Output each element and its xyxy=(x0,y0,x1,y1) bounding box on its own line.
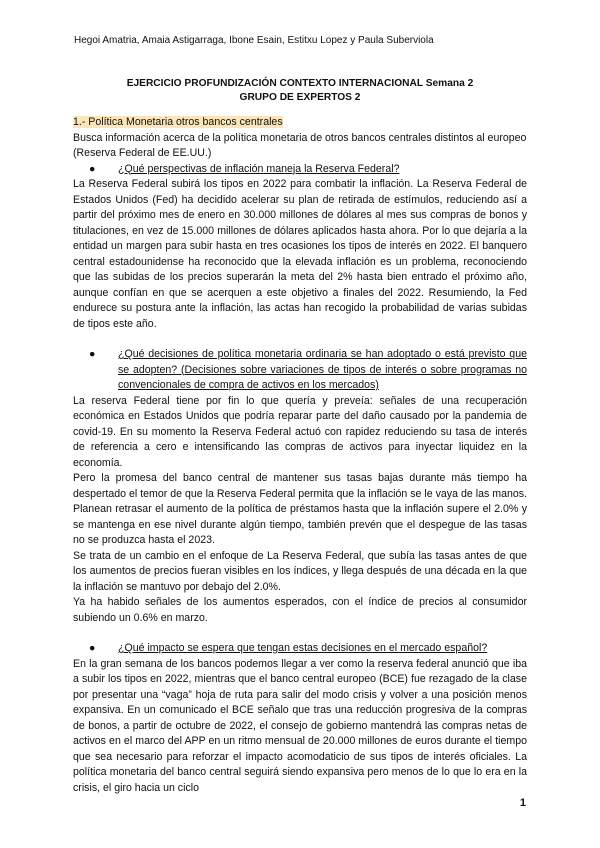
question-3 xyxy=(73,641,527,657)
bullet-icon: ● xyxy=(89,348,96,360)
question-1 xyxy=(73,162,527,178)
question-2 xyxy=(73,347,527,394)
bullet-icon: ● xyxy=(89,162,96,175)
section-intro: Busca información acerca de la política monetaria de otros bancos centrales distintos al europeo (Reserva Federal de EE.UU.) xyxy=(73,131,527,159)
question-1-text: ¿Qué perspectivas de inflación maneja la Reserva Federal? xyxy=(118,162,400,175)
section-heading-highlight: 1.- Política Monetaria otros bancos centrales xyxy=(73,116,283,128)
spacer xyxy=(73,332,527,347)
document-body xyxy=(73,115,527,796)
bullet-icon: ● xyxy=(89,642,96,654)
answer-2-paragraph-3: Se trata de un cambio en el enfoque de La Reserva Federal, que subía las tasas antes de que los aumentos de precios fueran visibles en los índices, y llega después de una década en la que la inflación se mantuvo por debajo del 2.0%. xyxy=(73,549,527,593)
answer-1: La Reserva Federal subirá los tipos en 2022 para combatir la inflación. La Reserva Federal de Estados Unidos (Fed) ha decidido acelerar su plan de retirada de estímulos, reduciendo así a partir del próximo mes de enero en 30.000 millones de dólares al mes sus compras de bonos y titulaciones, en vez de 15.000 millones de dólares aplicados hasta ahora. Por lo que dejaría a la entidad un margen para subir hasta en tres ocasiones los tipos de interés en 2022. El banquero central estadounidense ha reconocido que la elevada inflación es un problema, reconociendo que las subidas de los precios superarán la meta del 2% hasta bien entrado el próximo año, aunque confían en que se acerquen a este objetivo a finales del 2022. Resumiendo, la Fed endurece su postura ante la inflación, las actas han recogido la probabilidad de varias subidas de tipos este año. xyxy=(73,178,527,330)
answer-2-paragraph-4: Ya ha habido señales de los aumentos esperados, con el índice de precios al consumidor subiendo un 0.6% en marzo. xyxy=(73,596,527,624)
page-number: 1 xyxy=(519,797,526,809)
question-3-text: ¿Qué impacto se espera que tengan estas decisiones en el mercado español? xyxy=(118,642,488,654)
title-line-2: GRUPO DE EXPERTOS 2 xyxy=(239,92,361,103)
spacer xyxy=(73,626,527,641)
document-title xyxy=(0,77,600,105)
answer-2-paragraph-2: Pero la promesa del banco central de mantener sus tasas bajas durante más tiempo ha despertado el temor de que la Reserva Federal permita que la inflación se le vaya de las manos. Planean retrasar el aumento de la política de préstamos hasta que la inflación supere el 2.0% y se mantenga en ese nivel durante algún tiempo, también prevén que el despegue de las tasas no se produzca hasta el 2023. xyxy=(73,472,527,546)
answer-3: En la gran semana de los bancos podemos llegar a ver como la reserva federal anunció que iba a subir los tipos en 2022, mientras que el banco central europeo (BCE) fue rezagado de la clase por presentar una “vaga” hoja de ruta para salir del modo crisis y volver a una posición menos expansiva. En un comunicado el BCE señalo que tras una reducción progresiva de la compras de bonos, a partir de octubre de 2022, el consejo de gobierno mantendrá las compras netas de activos en el marco del APP en un ritmo mensual de 20.000 millones de euros durante el tiempo que sea necesario para reforzar el impacto acomodaticio de sus tipos de interés oficiales. La política monetaria del banco central seguirá siendo expansiva pero menos de lo que lo era en la crisis, el giro hacia un ciclo xyxy=(73,657,527,794)
authors-header: Hegoi Amatria, Amaia Astigarraga, Ibone Esain, Estitxu Lopez y Paula Suberviola xyxy=(74,35,434,46)
answer-2-paragraph-1: La reserva Federal tiene por fin lo que quería y preveía: señales de una recuperación económica en Estados Unidos que podría reparar parte del daño causado por la pandemia de covid-19. En su momento la Reserva Federal actuó con rapidez reduciendo su tasa de interés de referencia a cero e intensificando las compras de activos para inyectar liquidez en la economía. xyxy=(73,394,527,469)
question-2-text: ¿Qué decisiones de política monetaria ordinaria se han adoptado o está previsto que se adopten? (Decisiones sobre variaciones de tipos de interés o sobre programas no convencionales de compra de activos en los mercados) xyxy=(118,348,527,391)
section-heading xyxy=(73,115,527,131)
title-line-1: EJERCICIO PROFUNDIZACIÓN CONTEXTO INTERNACIONAL Semana 2 xyxy=(126,78,474,89)
